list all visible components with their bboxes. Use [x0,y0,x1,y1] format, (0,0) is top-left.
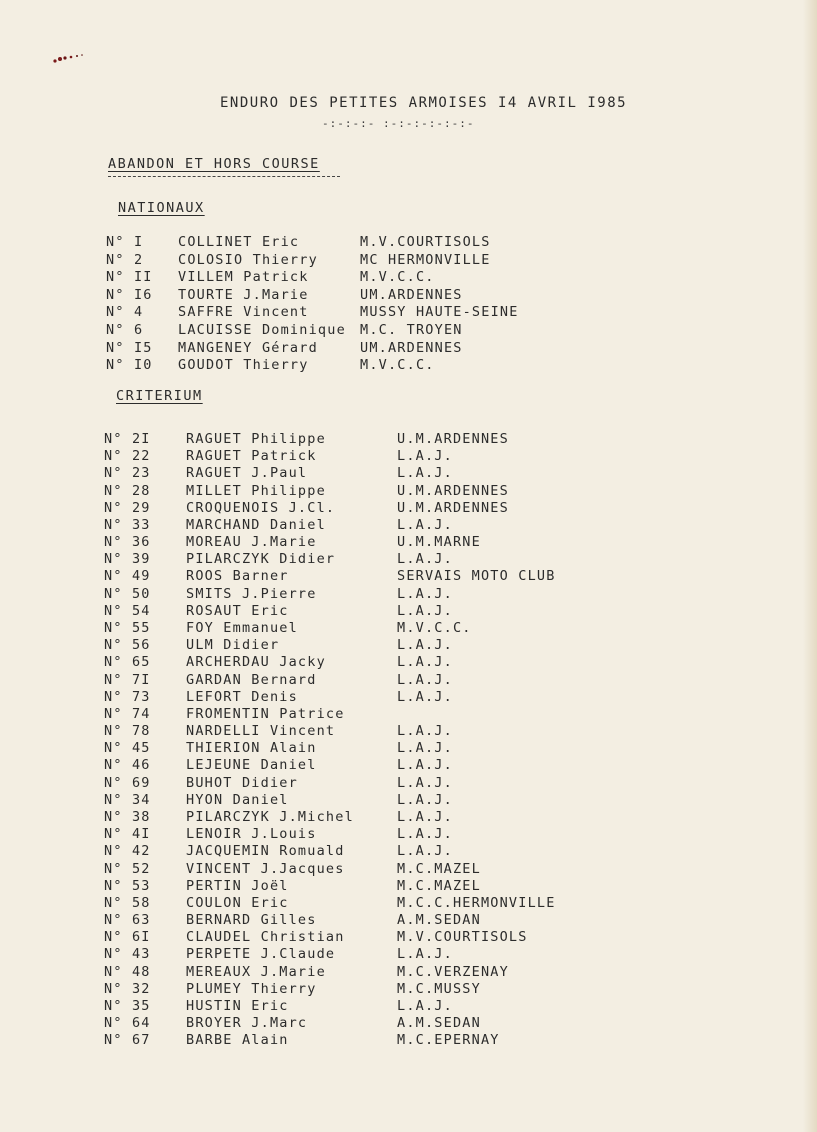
list-item [0,500,700,517]
rider-name: PILARCZYK Didier [186,551,336,568]
entry-number: N° 23 [104,465,151,482]
rider-name: THIERION Alain [186,740,317,757]
club-name: U.M.ARDENNES [397,499,509,516]
list-item [0,775,700,792]
rider-name: NARDELLI Vincent [186,723,336,740]
club-name: M.C.VERZENAY [397,963,509,980]
rider-name: LENOIR J.Louis [186,826,317,843]
entry-number: N° 50 [104,585,151,602]
rider-name: BUHOT Didier [186,774,298,791]
list-item [0,340,700,357]
entry-number: N° 4I [104,826,151,843]
list-item [0,534,700,551]
club-name: L.A.J. [397,671,453,688]
list-item [0,465,700,482]
rider-name: RAGUET Philippe [186,431,326,447]
list-item [0,912,700,929]
entry-number: N° 48 [104,963,151,980]
entry-number: N° I5 [106,339,153,356]
entry-number: N° 4 [106,304,144,321]
rider-name: LACUISSE Dominique [178,322,346,338]
entry-number: N° 67 [104,1032,151,1049]
rider-name: COLOSIO Thierry [178,251,318,268]
list-item [0,431,700,448]
rider-name: CROQUENOIS J.Cl. [186,499,336,516]
entry-number: N° II [106,269,153,286]
rider-name: BARBE Alain [186,1032,289,1049]
entry-number: N° 64 [104,1015,151,1032]
club-name: L.A.J. [397,774,453,791]
club-name: A.M.SEDAN [397,912,481,929]
list-item [0,672,700,689]
entry-number: N° 38 [104,808,151,825]
rider-name: PERTIN Joël [186,877,289,894]
entry-number: N° 78 [104,723,151,740]
entry-number: N° 55 [104,619,151,636]
list-item [0,620,700,637]
rider-name: COLLINET Eric [178,234,300,250]
rider-name: BROYER J.Marc [186,1015,308,1032]
club-name: L.A.J. [397,757,453,774]
club-name: MUSSY HAUTE-SEINE [360,304,519,321]
entry-number: N° 22 [104,448,151,465]
rider-name: JACQUEMIN Romuald [186,843,345,860]
rider-name: MARCHAND Daniel [186,516,326,533]
rider-name: MEREAUX J.Marie [186,963,326,980]
list-item [0,998,700,1015]
entry-number: N° 6I [104,929,151,946]
club-name: M.V.C.C. [360,269,435,286]
list-item [0,654,700,671]
club-name: L.A.J. [397,654,453,671]
list-item [0,517,700,534]
entry-number: N° 52 [104,860,151,877]
list-item [0,1032,700,1049]
rider-name: LEFORT Denis [186,688,298,705]
list-item [0,603,700,620]
entry-number: N° 39 [104,551,151,568]
club-name: M.V.C.C. [397,619,472,636]
entry-number: N° 63 [104,912,151,929]
entry-number: N° 2 [106,251,144,268]
club-name: M.C. TROYEN [360,322,463,338]
list-item [0,895,700,912]
list-item [0,551,700,568]
entry-number: N° 46 [104,757,151,774]
entry-number: N° 35 [104,997,151,1014]
club-name: M.V.COURTISOLS [360,234,491,250]
club-name: UM.ARDENNES [360,286,463,303]
club-name: L.A.J. [397,585,453,602]
rider-name: MANGENEY Gérard [178,339,318,356]
rider-name: CLAUDEL Christian [186,929,345,946]
rider-name: VILLEM Patrick [178,269,309,286]
club-name: L.A.J. [397,448,453,465]
rider-name: MILLET Philippe [186,482,326,499]
ink-stain-mark [50,52,90,68]
rider-name: RAGUET Patrick [186,448,317,465]
rider-name: BERNARD Gilles [186,912,317,929]
rider-name: PLUMEY Thierry [186,980,317,997]
list-item [0,637,700,654]
list-item [0,269,700,286]
club-name: L.A.J. [397,551,453,568]
list-item [0,357,700,374]
entry-number: N° 28 [104,482,151,499]
rider-name: ROSAUT Eric [186,602,289,619]
club-name: U.M.MARNE [397,534,481,551]
entry-number: N° 53 [104,877,151,894]
section-heading-nationaux: NATIONAUX [118,200,205,216]
entry-number: N° 7I [104,671,151,688]
club-name: L.A.J. [397,465,453,482]
club-name: M.C.C.HERMONVILLE [397,894,556,911]
club-name: L.A.J. [397,946,453,963]
entry-number: N° 56 [104,637,151,654]
rider-name: ARCHERDAU Jacky [186,654,326,671]
list-item [0,322,700,339]
list-item [0,740,700,757]
list-item [0,826,700,843]
section-heading-criterium: CRITERIUM [116,388,203,404]
rider-name: GARDAN Bernard [186,671,317,688]
club-name: U.M.ARDENNES [397,482,509,499]
title-decoration: -:-:-:- :-:-:-:-:-:- [322,117,475,130]
club-name: M.C.MAZEL [397,860,481,877]
rider-name: VINCENT J.Jacques [186,860,345,877]
rider-name: PILARCZYK J.Michel [186,808,354,825]
list-item [0,304,700,321]
rider-name: LEJEUNE Daniel [186,757,317,774]
club-name: UM.ARDENNES [360,339,463,356]
rider-name: PERPETE J.Claude [186,946,336,963]
entry-number: N° 45 [104,740,151,757]
section-heading-abandon: ABANDON ET HORS COURSE [108,156,320,172]
entry-number: N° 73 [104,688,151,705]
rider-name: ULM Didier [186,637,280,654]
list-item [0,1015,700,1032]
club-name: L.A.J. [397,688,453,705]
rider-name: RAGUET J.Paul [186,465,308,482]
club-name: M.C.EPERNAY [397,1032,500,1049]
list-item [0,843,700,860]
club-name: L.A.J. [397,843,453,860]
club-name: M.C.MAZEL [397,877,481,894]
list-item [0,981,700,998]
list-item [0,964,700,981]
rider-name: SAFFRE Vincent [178,304,309,321]
list-item [0,757,700,774]
entry-number: N° I [106,234,144,250]
rider-name: FOY Emmanuel [186,619,298,636]
entry-number: N° 32 [104,980,151,997]
entry-number: N° 49 [104,568,151,585]
list-item [0,234,700,251]
entry-number: N° 54 [104,602,151,619]
rider-name: ROOS Barner [186,568,289,585]
section-divider [108,176,340,177]
rider-name: SMITS J.Pierre [186,585,317,602]
list-item [0,878,700,895]
rider-name: COULON Eric [186,894,289,911]
list-item [0,568,700,585]
list-item [0,448,700,465]
list-item [0,252,700,269]
club-name: M.V.COURTISOLS [397,929,528,946]
rider-name: GOUDOT Thierry [178,357,309,374]
entry-number: N° 6 [106,322,144,338]
club-name: L.A.J. [397,997,453,1014]
list-item [0,287,700,304]
club-name: M.C.MUSSY [397,980,481,997]
entry-number: N° 58 [104,894,151,911]
rider-name: MOREAU J.Marie [186,534,317,551]
entry-number: N° 65 [104,654,151,671]
entry-number: N° 36 [104,534,151,551]
list-item [0,689,700,706]
entry-number: N° 42 [104,843,151,860]
entry-number: N° I0 [106,357,153,374]
club-name: L.A.J. [397,826,453,843]
entry-number: N° 29 [104,499,151,516]
entry-number: N° 2I [104,431,151,447]
club-name: L.A.J. [397,602,453,619]
list-item [0,946,700,963]
club-name: L.A.J. [397,791,453,808]
club-name: M.V.C.C. [360,357,435,374]
entry-number: N° 34 [104,791,151,808]
list-item [0,861,700,878]
rider-name: HUSTIN Eric [186,997,289,1014]
list-item [0,929,700,946]
list-item [0,483,700,500]
club-name: L.A.J. [397,637,453,654]
club-name: L.A.J. [397,723,453,740]
club-name: MC HERMONVILLE [360,251,491,268]
club-name: A.M.SEDAN [397,1015,481,1032]
club-name: L.A.J. [397,516,453,533]
rider-name: FROMENTIN Patrice [186,705,345,722]
entry-number: N° 43 [104,946,151,963]
entry-number: N° 33 [104,516,151,533]
club-name: U.M.ARDENNES [397,431,509,447]
club-name: L.A.J. [397,740,453,757]
paper-edge-shadow [803,0,817,1132]
entry-number: N° 74 [104,705,151,722]
document-title: ENDURO DES PETITES ARMOISES I4 AVRIL I985 [220,95,628,111]
list-item [0,792,700,809]
list-item [0,723,700,740]
club-name: SERVAIS MOTO CLUB [397,568,556,585]
club-name: L.A.J. [397,808,453,825]
list-item [0,809,700,826]
entry-number: N° I6 [106,286,153,303]
entry-number: N° 69 [104,774,151,791]
rider-name: HYON Daniel [186,791,289,808]
list-item [0,706,700,723]
list-item [0,586,700,603]
rider-name: TOURTE J.Marie [178,286,309,303]
